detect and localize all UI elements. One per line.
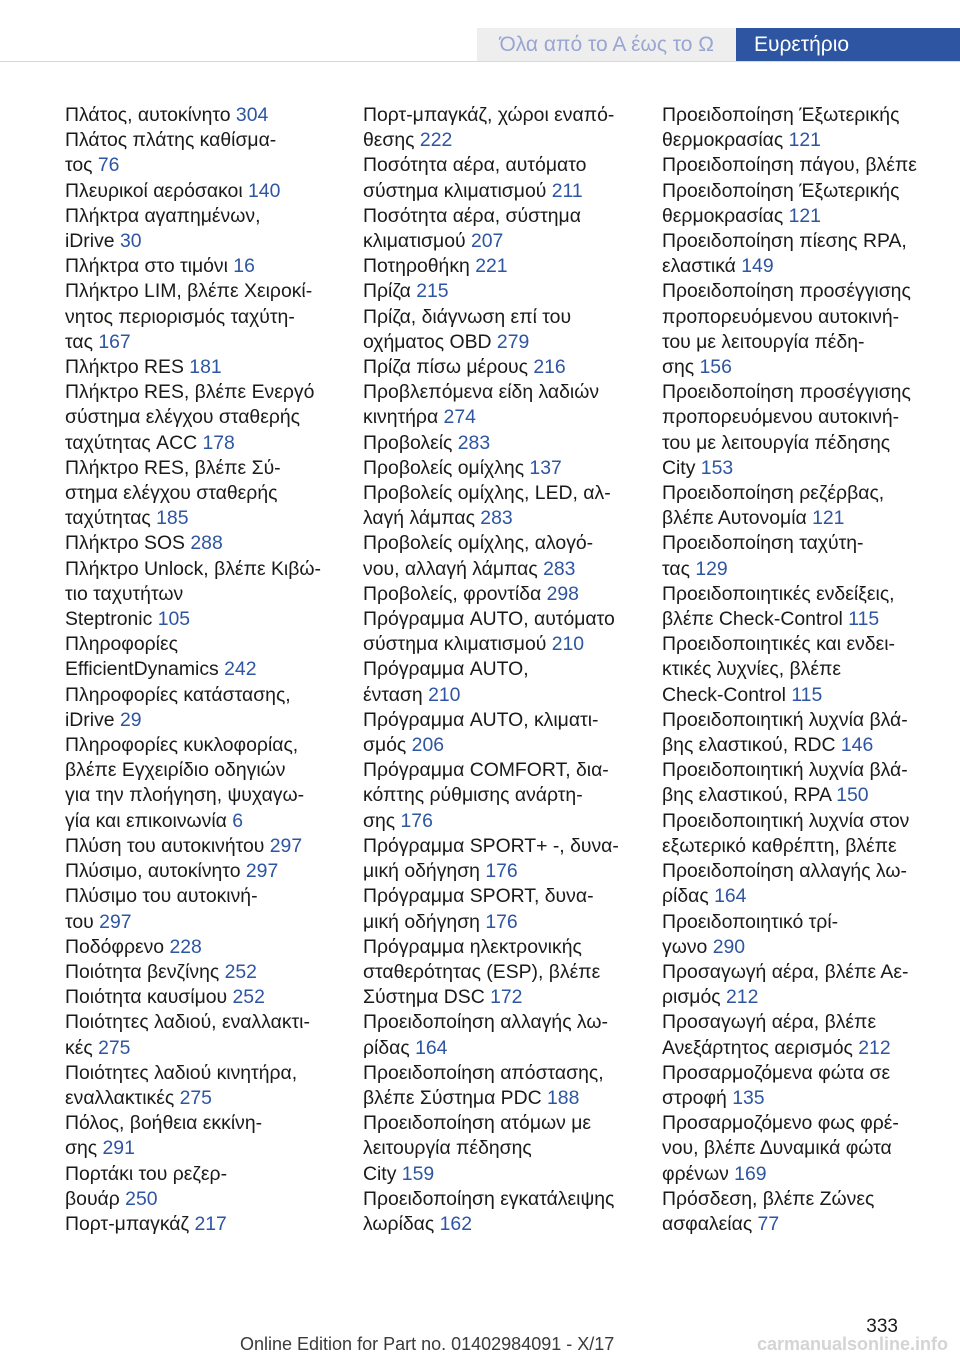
- index-entry-text: Ποιότητες λαδιού κινητήρα,: [65, 1061, 298, 1084]
- index-page-link[interactable]: 212: [720, 986, 759, 1009]
- index-entry-text: λαγή λάμπας 283: [363, 507, 513, 530]
- index-column-3: [662, 103, 952, 1237]
- index-entry-text: Πρόγραμμα ηλεκτρονικής: [363, 935, 582, 958]
- index-entry-text: προπορευόμενου αυτοκινή-: [662, 305, 900, 328]
- index-entry-text: θερμοκρασίας 121: [662, 204, 821, 227]
- index-page-link[interactable]: 290: [707, 935, 746, 958]
- index-entry-text: Προειδοποίηση προσέγγισης: [662, 381, 911, 404]
- index-page-link[interactable]: 153: [695, 456, 734, 479]
- index-column-2: [363, 103, 653, 1237]
- index-entry-text: οχήματος OBD 279: [363, 330, 530, 353]
- index-entry: [363, 1061, 653, 1111]
- index-entry-text: βλέπε Σύστημα PDC 188: [363, 1086, 580, 1109]
- index-entry: [363, 708, 653, 758]
- index-page-link[interactable]: 211: [546, 179, 583, 202]
- index-entry-text: τιο ταχυτήτων: [65, 582, 184, 605]
- index-entry: [363, 607, 653, 657]
- index-page-link[interactable]: 185: [150, 507, 189, 530]
- index-entry: [363, 1010, 653, 1060]
- index-page-link[interactable]: 210: [422, 683, 461, 706]
- index-page-link[interactable]: 121: [806, 507, 845, 530]
- index-entry-text: Προειδοποίηση Έξωτερικής: [662, 104, 900, 126]
- index-entry-text: σύστημα κλιματισμού 211: [363, 179, 583, 202]
- page-number: 333: [866, 1316, 898, 1337]
- index-entry-text: Πορτ-μπαγκάζ, χώροι εναπό-: [363, 104, 615, 126]
- index-entry-text: Προσαγωγή αέρα, βλέπε: [662, 1011, 877, 1034]
- index-page-link[interactable]: 164: [708, 885, 747, 908]
- index-entry-text: Προσαρμοζόμενο φως φρέ-: [662, 1112, 899, 1135]
- index-page-link[interactable]: 228: [164, 935, 202, 958]
- index-page-link[interactable]: 206: [406, 734, 445, 757]
- index-entry: [65, 834, 355, 859]
- index-entry-text: Προειδοποίηση πάγου, βλέπε: [662, 154, 917, 177]
- index-entry: [65, 733, 355, 834]
- index-entry-text: θεσης 222: [363, 129, 453, 152]
- index-entry: [363, 380, 653, 430]
- index-entry-text: Πληροφορίες κυκλοφορίας,: [65, 734, 299, 757]
- index-entry-text: Πρίζα 215: [363, 280, 449, 303]
- index-entry-text: Πρόσδεση, βλέπε Ζώνες: [662, 1187, 875, 1210]
- index-entry-text: Προειδοποιητικές ενδείξεις,: [662, 582, 895, 605]
- index-entry-text: Πλήκτρα στο τιμόνι 16: [65, 255, 255, 278]
- index-entry: [363, 456, 653, 481]
- section-tab-index: Ευρετήριο: [736, 28, 960, 62]
- index-entry-text: ρίδας 164: [363, 1036, 448, 1059]
- index-entry-text: προπορευόμενου αυτοκινή-: [662, 406, 900, 429]
- index-entry: [662, 1187, 952, 1237]
- index-entry: [65, 204, 355, 254]
- index-entry-text: κινητήρα 274: [363, 406, 476, 429]
- index-entry-text: Πλήκτρο RES 181: [65, 356, 222, 379]
- index-page-link[interactable]: 181: [183, 356, 222, 379]
- index-page-link[interactable]: 188: [541, 1086, 580, 1109]
- index-entry: [65, 632, 355, 682]
- index-entry-text: Πρόγραμμα COMFORT, δια-: [363, 759, 609, 782]
- index-page-link[interactable]: 121: [783, 129, 821, 152]
- index-entry: [65, 103, 355, 128]
- index-entry-text: Ανεξάρτητος αερισμός 212: [662, 1036, 891, 1059]
- index-page-link[interactable]: 172: [484, 986, 523, 1009]
- index-entry: [65, 1061, 355, 1111]
- index-page-link[interactable]: 216: [527, 356, 566, 379]
- index-entry-text: Πρίζα, διάγνωση επί του: [363, 305, 572, 328]
- index-entry-text: νου, βλέπε Δυναμικά φώτα: [662, 1137, 892, 1160]
- index-entry-text: Προειδοποίηση πίεσης RPA,: [662, 230, 907, 253]
- index-page-link[interactable]: 242: [218, 658, 257, 681]
- index-entry-text: Check-Control 115: [662, 683, 823, 706]
- index-entry: [65, 179, 355, 204]
- index-page-link[interactable]: 274: [438, 406, 476, 429]
- index-entry: [363, 834, 653, 884]
- index-entry-text: σης 156: [662, 356, 732, 379]
- index-entry-text: Πλήκτρο LIM, βλέπε Χειροκί-: [65, 280, 313, 303]
- index-entry-text: ένταση 210: [363, 683, 461, 706]
- index-entry-text: Προσαγωγή αέρα, βλέπε Αε-: [662, 960, 909, 983]
- index-page-link[interactable]: 297: [240, 860, 279, 883]
- index-entry-text: σταθερότητας (ESP), βλέπε: [363, 960, 601, 983]
- index-entry-text: Steptronic 105: [65, 608, 191, 631]
- index-entry-text: κλιματισμού 207: [363, 230, 504, 253]
- index-entry: [662, 380, 952, 481]
- index-entry-text: τας 167: [65, 330, 131, 353]
- index-page-link[interactable]: 176: [479, 860, 518, 883]
- index-entry: [363, 531, 653, 581]
- index-page-link[interactable]: 291: [97, 1137, 135, 1160]
- index-entry: [363, 758, 653, 834]
- index-entry: [662, 582, 952, 632]
- index-entry-text: Πληροφορίες: [65, 633, 178, 656]
- index-entry: [662, 229, 952, 279]
- index-entry-text: Πληροφορίες κατάστασης,: [65, 683, 291, 706]
- index-entry: [363, 884, 653, 934]
- breadcrumb: Όλα από το Α έως το Ω: [477, 28, 736, 62]
- index-entry: [65, 1010, 355, 1060]
- index-entry: [363, 279, 653, 304]
- index-entry-text: Προειδοποίηση εγκατάλειψης: [363, 1187, 615, 1210]
- index-entry-text: Προβολείς ομίχλης, αλογό-: [363, 532, 594, 555]
- index-entry: [65, 960, 355, 985]
- footer-edition: Online Edition for Part no. 01402984091 - X/17: [240, 1334, 615, 1354]
- index-entry-text: του με λειτουργία πέδη-: [662, 330, 865, 353]
- index-page-link[interactable]: 283: [537, 557, 576, 580]
- index-entry-text: Προειδοποιητική λυχνία βλά-: [662, 708, 908, 731]
- index-page-link[interactable]: 146: [835, 734, 874, 757]
- index-entry-text: Ποιότητα καυσίμου 252: [65, 986, 265, 1009]
- index-entry-text: ρίδας 164: [662, 885, 747, 908]
- index-entry: [363, 153, 653, 203]
- index-page-link[interactable]: 288: [185, 532, 223, 555]
- index-entry-text: Ποιότητα βενζίνης 252: [65, 960, 257, 983]
- index-page-link[interactable]: 279: [491, 330, 530, 353]
- index-entry-text: Πόλος, βοήθεια εκκίνη-: [65, 1112, 263, 1135]
- index-page-link[interactable]: 30: [114, 230, 142, 253]
- index-entry: [65, 985, 355, 1010]
- header-left-area: [0, 0, 736, 62]
- index-entry: [662, 531, 952, 581]
- page-header: [0, 0, 960, 62]
- index-entry: [662, 708, 952, 758]
- index-entry: [363, 305, 653, 355]
- index-page-link[interactable]: 275: [92, 1036, 131, 1059]
- index-entry-text: Πρόγραμμα AUTO, κλιματι-: [363, 708, 599, 731]
- index-page-link[interactable]: 304: [230, 104, 269, 126]
- index-page-link[interactable]: 137: [524, 456, 562, 479]
- index-entry-text: Ποτηροθήκη 221: [363, 255, 508, 278]
- index-page-link[interactable]: 217: [189, 1212, 227, 1235]
- index-page-link[interactable]: 275: [174, 1086, 212, 1109]
- index-entry-text: μική οδήγηση 176: [363, 860, 518, 883]
- index-entry: [662, 153, 952, 229]
- index-page-link[interactable]: 298: [541, 582, 579, 605]
- index-entry-text: γωνο 290: [662, 935, 746, 958]
- index-column-1: [65, 103, 355, 1237]
- index-entry-text: Προειδοποίηση ατόμων με: [363, 1112, 592, 1135]
- index-entry: [363, 935, 653, 1011]
- index-entry: [662, 481, 952, 531]
- index-entry-text: τος 76: [65, 154, 120, 177]
- index-entry-text: iDrive 30: [65, 230, 142, 253]
- index-page-link[interactable]: 297: [93, 910, 132, 933]
- index-page-link[interactable]: 162: [434, 1212, 472, 1235]
- index-page-link[interactable]: 159: [396, 1162, 435, 1185]
- index-page-link[interactable]: 115: [785, 683, 823, 706]
- index-entry-text: Ποσότητα αέρα, σύστημα: [363, 204, 581, 227]
- index-page-link[interactable]: 164: [409, 1036, 448, 1059]
- index-page-link[interactable]: 215: [410, 280, 449, 303]
- index-entry-text: Προβολείς ομίχλης 137: [363, 456, 562, 479]
- index-entry-text: Πορτάκι του ρεζερ-: [65, 1162, 228, 1185]
- index-entry-text: εξωτερικό καθρέπτη, βλέπε: [662, 834, 897, 857]
- index-entry-text: βλέπε Check-Control 115: [662, 608, 880, 631]
- index-entry-text: Προειδοποίηση αλλαγής λω-: [363, 1011, 608, 1034]
- index-entry: [363, 1187, 653, 1237]
- index-entry-text: Πλύσιμο του αυτοκινή-: [65, 885, 258, 908]
- index-entry-text: Ποιότητες λαδιού, εναλλακτι-: [65, 1011, 310, 1034]
- index-page-link[interactable]: 76: [92, 154, 120, 177]
- index-entry-text: σύστημα κλιματισμού 210: [363, 633, 585, 656]
- index-entry-text: Πλήκτρο Unlock, βλέπε Κιβώ-: [65, 557, 321, 580]
- index-entry-text: ελαστικά 149: [662, 255, 774, 278]
- index-entry-text: Προειδοποίηση αλλαγής λω-: [662, 860, 907, 883]
- index-entry: [662, 632, 952, 708]
- index-page-link[interactable]: 29: [114, 708, 142, 731]
- index-entry-text: σμός 206: [363, 734, 445, 757]
- index-entry-text: του με λειτουργία πέδησης: [662, 431, 891, 454]
- index-entry: [65, 1212, 355, 1237]
- index-page-link[interactable]: 207: [465, 230, 504, 253]
- index-entry-text: Πλήκτρα αγαπημένων,: [65, 204, 261, 227]
- index-entry-text: City 153: [662, 456, 734, 479]
- index-entry-text: βης ελαστικού, RPA 150: [662, 784, 869, 807]
- index-entry: [65, 128, 355, 178]
- index-page-link[interactable]: 156: [694, 356, 732, 379]
- index-entry: [662, 910, 952, 960]
- index-entry-text: γία και επικοινωνία 6: [65, 809, 244, 832]
- index-entry-text: Προειδοποιητική λυχνία βλά-: [662, 759, 908, 782]
- index-entry: [65, 1111, 355, 1161]
- index-page-link[interactable]: 129: [689, 557, 728, 580]
- index-entry: [65, 557, 355, 633]
- index-page-link[interactable]: 283: [452, 431, 491, 454]
- index-entry-text: Προειδοποίηση απόστασης,: [363, 1061, 604, 1084]
- index-page-link[interactable]: 167: [92, 330, 131, 353]
- index-entry-text: City 159: [363, 1162, 435, 1185]
- index-page-link[interactable]: 178: [197, 431, 235, 454]
- index-entry-text: λειτουργία πέδησης: [363, 1137, 532, 1160]
- index-entry-text: κές 275: [65, 1036, 131, 1059]
- index-page-link[interactable]: 115: [842, 608, 880, 631]
- index-page-link[interactable]: 149: [735, 255, 774, 278]
- index-entry-text: Πλύσιμο, αυτοκίνητο 297: [65, 860, 279, 883]
- index-entry: [363, 103, 653, 153]
- index-entry-text: Προειδοποιητικό τρί-: [662, 910, 839, 933]
- index-entry: [363, 1111, 653, 1187]
- index-entry: [363, 254, 653, 279]
- index-entry-text: iDrive 29: [65, 708, 142, 731]
- index-page-link[interactable]: 283: [474, 507, 513, 530]
- index-entry-text: στροφή 135: [662, 1086, 765, 1109]
- index-page-link[interactable]: 176: [479, 910, 518, 933]
- index-entry-text: βης ελαστικού, RDC 146: [662, 734, 874, 757]
- index-page-link[interactable]: 252: [227, 986, 265, 1009]
- index-page-link[interactable]: 77: [752, 1212, 780, 1235]
- index-entry: [662, 1111, 952, 1187]
- index-page-link[interactable]: 297: [264, 834, 303, 857]
- index-page-link[interactable]: 135: [726, 1086, 765, 1109]
- index-entry-text: Προειδοποίηση Έξωτερικής: [662, 179, 900, 202]
- index-entry-text: Πλήκτρο RES, βλέπε Ενεργό: [65, 381, 315, 404]
- index-entry-text: Πρόγραμμα AUTO,: [363, 658, 529, 681]
- index-entry: [662, 1061, 952, 1111]
- index-entry-text: φρένων 169: [662, 1162, 767, 1185]
- index-entry-text: λωρίδας 162: [363, 1212, 472, 1235]
- index-entry-text: Προσαρμοζόμενα φώτα σε: [662, 1061, 891, 1084]
- index-entry-text: Προειδοποίηση ταχύτη-: [662, 532, 864, 555]
- index-entry-text: νου, αλλαγή λάμπας 283: [363, 557, 576, 580]
- index-entry-text: βουάρ 250: [65, 1187, 158, 1210]
- index-entry-text: Πρίζα πίσω μέρους 216: [363, 356, 566, 379]
- index-entry-text: Προειδοποίηση ρεζέρβας,: [662, 482, 885, 505]
- index-entry: [65, 279, 355, 355]
- index-entry-text: Πρόγραμμα AUTO, αυτόματο: [363, 608, 615, 631]
- index-entry: [65, 1162, 355, 1212]
- index-entry-text: σης 291: [65, 1137, 135, 1160]
- index-entry-text: Προβολείς, φροντίδα 298: [363, 582, 579, 605]
- index-page-link[interactable]: 150: [830, 784, 869, 807]
- index-entry-text: τας 129: [662, 557, 728, 580]
- index-entry-text: ρισμός 212: [662, 986, 759, 1009]
- index-entry: [65, 380, 355, 456]
- index-entry-text: Πλευρικοί αερόσακοι 140: [65, 179, 281, 202]
- index-entry-text: ασφαλείας 77: [662, 1212, 780, 1235]
- index-entry: [65, 935, 355, 960]
- index-entry-text: σύστημα ελέγχου σταθερής: [65, 406, 301, 429]
- index-entry-text: μική οδήγηση 176: [363, 910, 518, 933]
- header-divider: [0, 61, 960, 62]
- index-entry-text: νητος περιορισμός ταχύτη-: [65, 305, 295, 328]
- index-entry-text: σης 176: [363, 809, 433, 832]
- index-entry-text: Προβολείς ομίχλης, LED, αλ-: [363, 482, 611, 505]
- index-entry: [363, 481, 653, 531]
- index-entry: [662, 1010, 952, 1060]
- index-entry-text: Προβλεπόμενα είδη λαδιών: [363, 381, 600, 404]
- index-entry-text: Ποσότητα αέρα, αυτόματο: [363, 154, 587, 177]
- index-entry-text: ταχύτητας ACC 178: [65, 431, 235, 454]
- index-page-link[interactable]: 250: [119, 1187, 158, 1210]
- index-entry: [65, 456, 355, 532]
- watermark-text: carmanualsonline.info: [756, 1334, 948, 1354]
- index-entry: [662, 960, 952, 1010]
- index-entry: [65, 884, 355, 934]
- index-entry-text: Σύστημα DSC 172: [363, 986, 523, 1009]
- index-entry: [363, 431, 653, 456]
- index-page-link[interactable]: 252: [219, 960, 257, 983]
- index-entry-text: Πορτ-μπαγκάζ 217: [65, 1212, 227, 1235]
- index-entry-text: εναλλακτικές 275: [65, 1086, 212, 1109]
- index-page-link[interactable]: 140: [242, 179, 281, 202]
- index-page-link[interactable]: 210: [546, 633, 585, 656]
- index-entry-text: βλέπε Εγχειρίδιο οδηγιών: [65, 759, 286, 782]
- index-entry-text: Προβολείς 283: [363, 431, 491, 454]
- index-entry-text: Πλύση του αυτοκινήτου 297: [65, 834, 303, 857]
- index-entry: [363, 657, 653, 707]
- index-entry: [662, 103, 952, 153]
- index-entry-text: θερμοκρασίας 121: [662, 129, 821, 152]
- index-entry-text: βλέπε Αυτονομία 121: [662, 507, 845, 530]
- index-entry: [65, 254, 355, 279]
- index-page-link[interactable]: 121: [783, 204, 821, 227]
- index-entry-text: Προειδοποίηση προσέγγισης: [662, 280, 911, 303]
- index-entry: [65, 355, 355, 380]
- index-entry-text: Πρόγραμμα SPORT+ -, δυνα-: [363, 834, 619, 857]
- index-entry-text: Πλήκτρο SOS 288: [65, 532, 223, 555]
- index-page-link[interactable]: 221: [469, 255, 508, 278]
- index-entry: [65, 531, 355, 556]
- index-entry-text: για την πλοήγηση, ψυχαγω-: [65, 784, 305, 807]
- index-entry-text: Πλήκτρο RES, βλέπε Σύ-: [65, 456, 281, 479]
- index-entry-text: EfficientDynamics 242: [65, 658, 257, 681]
- index-entry-text: Προειδοποιητικές και ενδει-: [662, 633, 895, 656]
- index-entry-text: Πλάτος πλάτης καθίσμα-: [65, 129, 277, 152]
- index-entry-text: στημα ελέγχου σταθερής: [65, 482, 278, 505]
- index-entry-text: του 297: [65, 910, 132, 933]
- index-entry-text: Προειδοποιητική λυχνία στον: [662, 809, 910, 832]
- index-page-link[interactable]: 222: [414, 129, 453, 152]
- index-entry-text: κτικές λυχνίες, βλέπε: [662, 658, 842, 681]
- index-entry-text: ταχύτητας 185: [65, 507, 189, 530]
- index-entry: [662, 279, 952, 380]
- index-page-link[interactable]: 176: [395, 809, 433, 832]
- index-entry: [662, 809, 952, 910]
- index-page-link[interactable]: 105: [152, 608, 191, 631]
- index-entry-text: Πλάτος, αυτοκίνητο 304: [65, 104, 269, 126]
- index-entry: [363, 355, 653, 380]
- index-page-link[interactable]: 212: [852, 1036, 891, 1059]
- index-entry-text: κόπτης ρύθμισης ανάρτη-: [363, 784, 583, 807]
- index-entry-text: Πρόγραμμα SPORT, δυνα-: [363, 885, 594, 908]
- index-page-link[interactable]: 6: [226, 809, 244, 832]
- index-entry: [363, 204, 653, 254]
- index-entry-text: Ποδόφρενο 228: [65, 935, 202, 958]
- index-entry: [65, 859, 355, 884]
- index-entry: [662, 758, 952, 808]
- index-entry: [65, 683, 355, 733]
- index-page-link[interactable]: 16: [227, 255, 255, 278]
- index-entry: [363, 582, 653, 607]
- index-page-link[interactable]: 169: [728, 1162, 767, 1185]
